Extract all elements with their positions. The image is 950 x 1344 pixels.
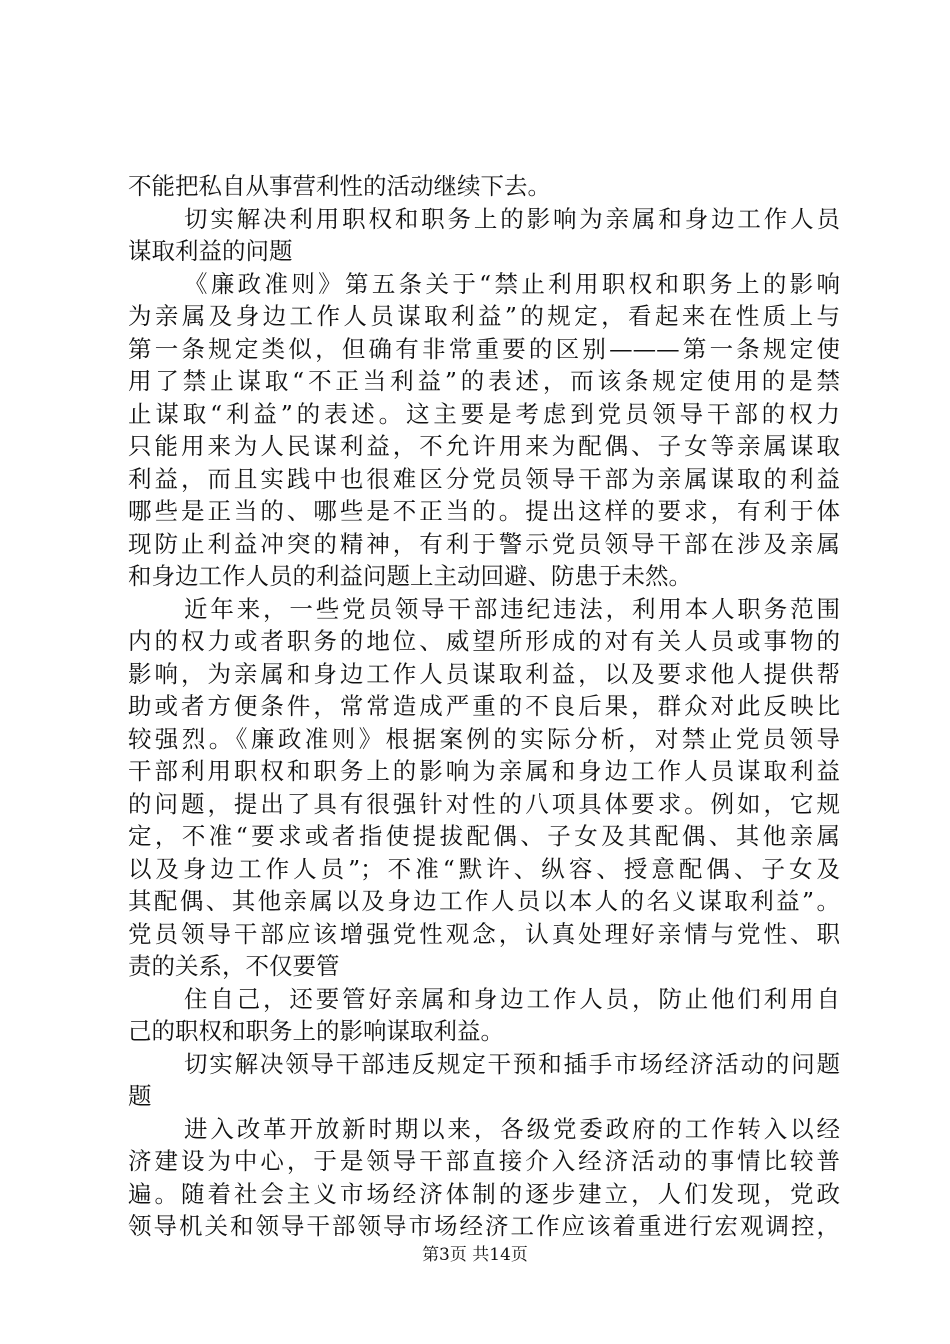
text-line: 利益，而且实践中也很难区分党员领导干部为亲属谋取的利益	[128, 464, 840, 493]
text-line: 第一条规定类似，但确有非常重要的区别———第一条规定使	[128, 334, 840, 363]
text-line: 其配偶、其他亲属以及身边工作人员以本人的名义谋取利益”。	[128, 887, 840, 915]
text-line: 己的职权和职务上的影响谋取利益。	[128, 1017, 504, 1045]
text-line: 责的关系，不仅要管	[128, 952, 340, 980]
text-line: 用了禁止谋取“不正当利益”的表述，而该条规定使用的是禁	[128, 367, 840, 395]
text-line: 的问题，提出了具有很强针对性的八项具体要求。例如，它规	[128, 789, 840, 818]
text-line: 干部利用职权和职务上的影响为亲属和身边工作人员谋取利益	[128, 757, 840, 785]
text-line: 助或者方便条件，常常造成严重的不良后果，群众对此反映比	[128, 692, 840, 720]
text-line: 哪些是正当的、哪些是不正当的。提出这样的要求，有利于体	[128, 497, 840, 525]
text-line: 《廉政准则》第五条关于“禁止利用职权和职务上的影响	[184, 269, 840, 298]
text-line: 现防止利益冲突的精神，有利于警示党员领导干部在涉及亲属	[128, 529, 840, 558]
text-line: 以及身边工作人员”；不准“默许、纵容、授意配偶、子女及	[128, 854, 840, 883]
text-line: 较强烈。《廉政准则》根据案例的实际分析，对禁止党员领导	[128, 724, 840, 753]
page-number-footer: 第3页 共14页	[422, 1245, 528, 1265]
text-line: 遍。随着社会主义市场经济体制的逐步建立，人们发现，党政	[128, 1179, 840, 1208]
text-line: 定，不准“要求或者指使提拔配偶、子女及其配偶、其他亲属	[128, 822, 840, 850]
text-line: 不能把私自从事营利性的活动继续下去。	[128, 172, 551, 200]
text-line: 进入改革开放新时期以来，各级党委政府的工作转入以经	[184, 1114, 840, 1143]
section-heading-line: 切实解决领导干部违反规定干预和插手市场经济活动的问题	[184, 1049, 840, 1078]
body-text	[128, 170, 840, 1243]
text-line: 党员领导干部应该增强党性观念，认真处理好亲情与党性、职	[128, 919, 840, 948]
text-line: 济建设为中心，于是领导干部直接介入经济活动的事情比较普	[128, 1147, 840, 1175]
text-line: 为亲属及身边工作人员谋取利益”的规定，看起来在性质上与	[128, 302, 840, 330]
text-line: 住自己，还要管好亲属和身边工作人员，防止他们利用自	[184, 984, 840, 1013]
text-line: 止谋取“利益”的表述。这主要是考虑到党员领导干部的权力	[128, 399, 840, 428]
text-line: 和身边工作人员的利益问题上主动回避、防患于未然。	[128, 562, 692, 590]
section-heading-line: 切实解决利用职权和职务上的影响为亲属和身边工作人员	[184, 204, 840, 233]
text-line: 只能用来为人民谋利益，不允许用来为配偶、子女等亲属谋取	[128, 432, 840, 460]
section-heading-line: 题	[128, 1082, 152, 1110]
text-line: 领导机关和领导干部领导市场经济工作应该着重进行宏观调控，	[128, 1212, 840, 1240]
text-line: 影响，为亲属和身边工作人员谋取利益，以及要求他人提供帮	[128, 659, 840, 688]
text-line: 内的权力或者职务的地位、威望所形成的对有关人员或事物的	[128, 627, 840, 655]
text-line: 近年来，一些党员领导干部违纪违法，利用本人职务范围	[184, 594, 840, 623]
section-heading-line: 谋取利益的问题	[128, 237, 293, 265]
